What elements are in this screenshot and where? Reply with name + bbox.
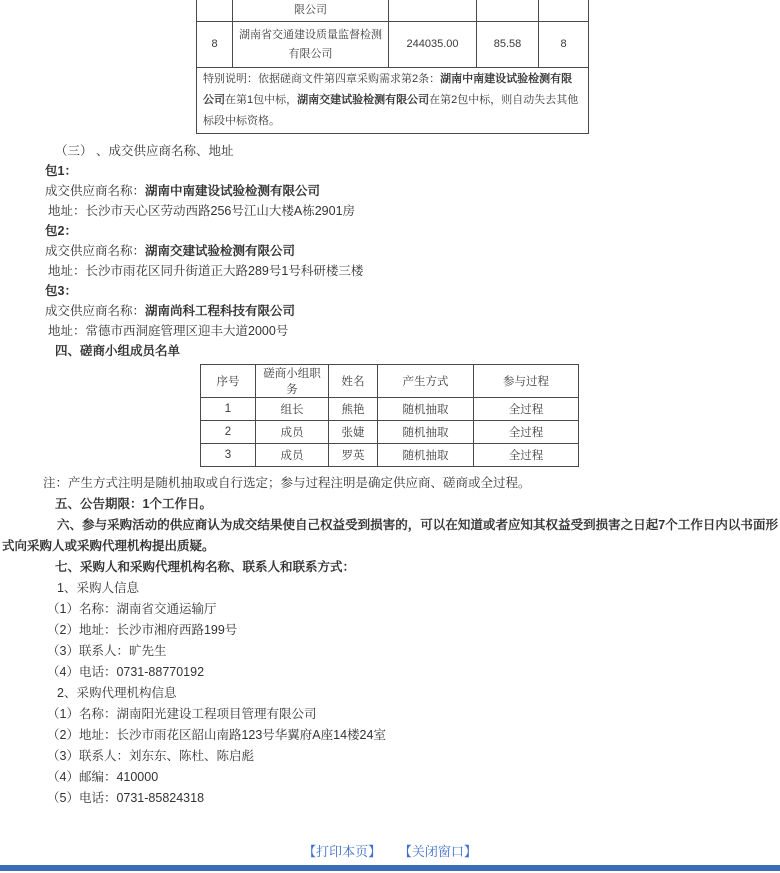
package-3-address-line bbox=[0, 321, 780, 341]
table-cell: 限公司 bbox=[233, 0, 389, 22]
special-note-text: 在第2包中标，则自动失去其他标段中标资格。 bbox=[203, 94, 579, 127]
package-2-address-line bbox=[0, 261, 780, 281]
purchaser-contact-line: （3）联系人：旷先生 bbox=[47, 644, 167, 658]
score-cell: 85.58 bbox=[477, 22, 539, 68]
table-cell bbox=[539, 0, 589, 22]
package-1-winner-line bbox=[0, 181, 780, 201]
price-cell: 244035.00 bbox=[389, 22, 477, 68]
package-2-winner-line bbox=[0, 241, 780, 261]
address-label: 地址： bbox=[48, 264, 86, 278]
committee-note: 注：产生方式注明是随机抽取或自行选定；参与过程注明是确定供应商、磋商或全过程。 bbox=[43, 476, 531, 490]
header-cell: 产生方式 bbox=[378, 365, 474, 398]
section-5-text: 五、公告期限：1个工作日。 bbox=[55, 497, 212, 511]
row-number-cell: 8 bbox=[197, 22, 233, 68]
special-note-text: 在第1包中标， bbox=[225, 94, 298, 106]
committee-row bbox=[201, 421, 579, 444]
results-table bbox=[196, 0, 589, 134]
table-cell: 罗英 bbox=[329, 444, 378, 467]
package-1-label: 包1： bbox=[45, 164, 77, 178]
close-window-link[interactable]: 【关闭窗口】 bbox=[398, 844, 477, 859]
winner-name: 湖南尚科工程科技有限公司 bbox=[145, 304, 296, 318]
table-cell: 全过程 bbox=[474, 398, 579, 421]
purchaser-address-line: （2）地址：长沙市湘府西路199号 bbox=[47, 623, 238, 637]
table-cell: 3 bbox=[201, 444, 256, 467]
package-3-winner-line bbox=[0, 301, 780, 321]
address-value: 长沙市天心区劳动西路256号江山大楼A栋2901房 bbox=[85, 204, 356, 218]
table-cell: 2 bbox=[201, 421, 256, 444]
agency-phone-line: （5）电话：0731-85824318 bbox=[47, 791, 205, 805]
package-3-label: 包3： bbox=[45, 284, 77, 298]
section-6-text: 六、参与采购活动的供应商认为成交结果使自己权益受到损害的，可以在知道或者应知其权益受到损害之日起7个工作日内以书面形式向采购人或采购代理机构提出质疑。 bbox=[2, 518, 778, 553]
table-cell bbox=[389, 0, 477, 22]
table-cell: 熊艳 bbox=[329, 398, 378, 421]
committee-table bbox=[200, 364, 579, 467]
bottom-accent-bar bbox=[0, 865, 780, 871]
rank-cell: 8 bbox=[539, 22, 589, 68]
agency-name-line: （1）名称：湖南阳光建设工程项目管理有限公司 bbox=[47, 707, 317, 721]
agency-address-line: （2）地址：长沙市雨花区韶山南路123号华翼府A座14楼24室 bbox=[47, 728, 386, 742]
winner-name-label: 成交供应商名称： bbox=[45, 304, 146, 318]
section-3-heading: （三） 、成交供应商名称、地址 bbox=[55, 144, 234, 158]
address-value: 长沙市雨花区同升街道正大路289号1号科研楼三楼 bbox=[85, 264, 364, 278]
special-note-row bbox=[197, 68, 589, 134]
package-2-label: 包2： bbox=[45, 224, 77, 238]
table-cell: 张婕 bbox=[329, 421, 378, 444]
table-cell: 成员 bbox=[256, 421, 329, 444]
table-cell: 组长 bbox=[256, 398, 329, 421]
results-row bbox=[197, 22, 589, 68]
supplier-name-cell: 湖南省交通建设质量监督检测有限公司 bbox=[233, 22, 389, 68]
table-cell: 1 bbox=[201, 398, 256, 421]
header-cell: 磋商小组职务 bbox=[256, 365, 329, 398]
footer-links bbox=[0, 841, 780, 860]
winner-name-label: 成交供应商名称： bbox=[45, 184, 146, 198]
header-cell: 参与过程 bbox=[474, 365, 579, 398]
committee-row bbox=[201, 398, 579, 421]
section-7-heading: 七、采购人和采购代理机构名称、联系人和联系方式： bbox=[55, 560, 356, 574]
committee-header-row bbox=[201, 365, 579, 398]
table-cell: 成员 bbox=[256, 444, 329, 467]
results-row-partial bbox=[197, 0, 589, 22]
package-1-address-line bbox=[0, 201, 780, 221]
address-label: 地址： bbox=[48, 204, 86, 218]
table-cell: 随机抽取 bbox=[378, 421, 474, 444]
winner-name-label: 成交供应商名称： bbox=[45, 244, 146, 258]
special-note-bold-name: 湖南交建试验检测有限公司 bbox=[297, 94, 430, 106]
winner-name: 湖南中南建设试验检测有限公司 bbox=[145, 184, 321, 198]
agency-postcode-line: （4）邮编：410000 bbox=[47, 770, 159, 784]
table-cell: 全过程 bbox=[474, 444, 579, 467]
special-note-bold-name: 湖南中南建设试验检测有限公司 bbox=[203, 73, 573, 106]
print-page-link[interactable]: 【打印本页】 bbox=[303, 844, 382, 859]
special-note-cell bbox=[197, 68, 589, 134]
table-cell: 随机抽取 bbox=[378, 444, 474, 467]
agency-contact-line: （3）联系人：刘东东、陈杜、陈启彪 bbox=[47, 749, 254, 763]
table-cell bbox=[197, 0, 233, 22]
table-cell bbox=[477, 0, 539, 22]
address-label: 地址： bbox=[48, 324, 86, 338]
committee-row bbox=[201, 444, 579, 467]
section-4-heading: 四、磋商小组成员名单 bbox=[55, 344, 181, 358]
table-cell: 全过程 bbox=[474, 421, 579, 444]
header-cell: 序号 bbox=[201, 365, 256, 398]
agency-info-heading: 2、采购代理机构信息 bbox=[57, 686, 177, 700]
purchaser-phone-line: （4）电话：0731-88770192 bbox=[47, 665, 205, 679]
header-cell: 姓名 bbox=[329, 365, 378, 398]
special-note-text: 特别说明：依据磋商文件第四章采购需求第2条： bbox=[203, 73, 441, 85]
purchaser-info-heading: 1、采购人信息 bbox=[57, 581, 139, 595]
winner-name: 湖南交建试验检测有限公司 bbox=[145, 244, 296, 258]
table-cell: 随机抽取 bbox=[378, 398, 474, 421]
purchaser-name-line: （1）名称：湖南省交通运输厅 bbox=[47, 602, 217, 616]
address-value: 常德市西洞庭管理区迎丰大道2000号 bbox=[85, 324, 289, 338]
